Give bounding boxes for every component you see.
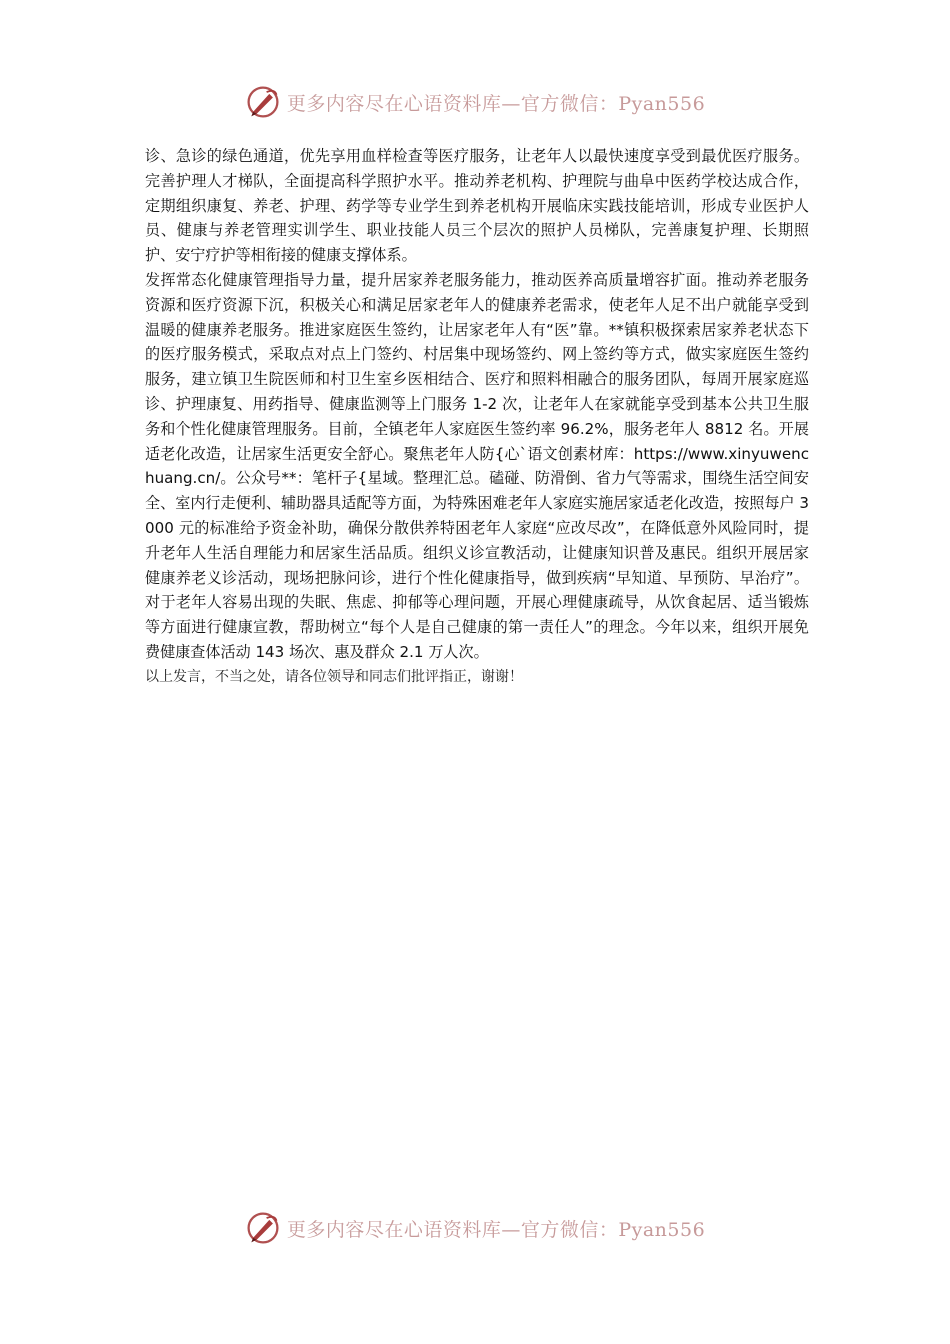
header-watermark — [0, 84, 950, 120]
pen-logo-icon — [245, 1210, 281, 1246]
watermark-text: 更多内容尽在心语资料库—官方微信：Pyan556 — [286, 1218, 706, 1241]
paragraph-1: 诊、急诊的绿色通道，优先享用血样检查等医疗服务，让老年人以最快速度享受到最优医疗服务。完善护理人才梯队，全面提高科学照护水平。推动养老机构、护理院与曲阜中医药学校达成合作，定期组织康复、养老、护理、药学等专业学生到养老机构开展临床实践技能培训，形成专业医护人员、健康与养老管理实训学生、职业技能人员三个层次的照护人员梯队，完善康复护理、长期照护、安宁疗护等相衔接的健康支撑体系。 — [145, 147, 809, 265]
document-body — [145, 144, 809, 689]
closing-remark: 以上发言，不当之处，请各位领导和同志们批评指正，谢谢！ — [145, 668, 523, 685]
pen-logo-icon — [245, 84, 281, 120]
footer-watermark — [0, 1210, 950, 1246]
watermark-text: 更多内容尽在心语资料库—官方微信：Pyan556 — [286, 92, 706, 115]
paragraph-2: 发挥常态化健康管理指导力量，提升居家养老服务能力，推动医养高质量增容扩面。推动养老服务资源和医疗资源下沉，积极关心和满足居家老年人的健康养老需求，使老年人足不出户就能享受到温暖的健康养老服务。推进家庭医生签约，让居家老年人有“医”靠。**镇积极探索居家养老状态下的医疗服务模式，采取点对点上门签约、村居集中现场签约、网上签约等方式，做实家庭医生签约服务，建立镇卫生院医师和村卫生室乡医相结合、医疗和照料相融合的服务团队，每周开展家庭巡诊、护理康复、用药指导、健康监测等上门服务 1-2 次，让老年人在家就能享受到基本公共卫生服务和个性化健康管理服务。目前，全镇老年人家庭医生签约率 96.2%，服务老年人 8812 名。开展适老化改造，让居家生活更安全舒心。聚焦老年人防{心`语文创素材库：https://www.xinyuwenchuang.cn/。公众号**：笔杆子{星域。整理汇总。磕碰、防滑倒、省力气等需求，围绕生活空间安全、室内行走便利、辅助器具适配等方面，为特殊困难老年人家庭实施居家适老化改造，按照每户 3000 元的标准给予资金补助，确保分散供养特困老年人家庭“应改尽改”，在降低意外风险同时，提升老年人生活自理能力和居家生活品质。组织义诊宣教活动，让健康知识普及惠民。组织开展居家健康养老义诊活动，现场把脉问诊，进行个性化健康指导，做到疾病“早知道、早预防、早治疗”。对于老年人容易出现的失眠、焦虑、抑郁等心理问题，开展心理健康疏导，从饮食起居、适当锻炼等方面进行健康宣教，帮助树立“每个人是自己健康的第一责任人”的理念。今年以来，组织开展免费健康查体活动 143 场次、惠及群众 2.1 万人次。 — [145, 270, 809, 661]
